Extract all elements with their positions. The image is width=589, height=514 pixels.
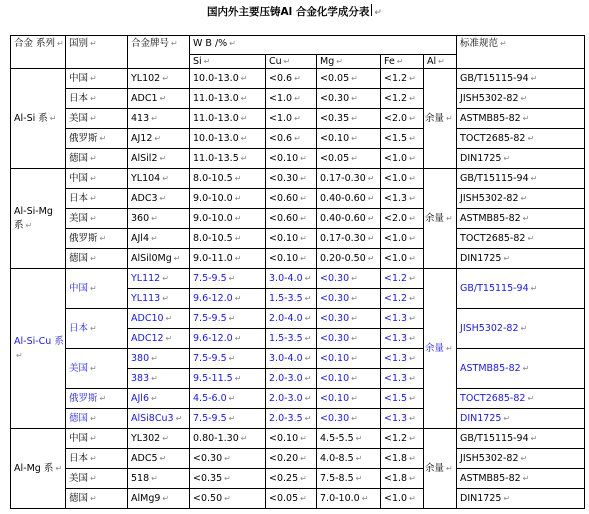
- cu-cell: <0.30 ↵: [266, 169, 317, 189]
- country-cell: 日本 ↵: [66, 89, 128, 109]
- country-cell: 美国 ↵: [66, 469, 128, 489]
- table-row: [11, 189, 585, 209]
- grade-cell: YL102 ↵: [128, 69, 190, 89]
- standard-cell: DIN1725 ↵: [457, 489, 585, 509]
- mg-cell: <0.30 ↵: [317, 329, 381, 349]
- mg-cell: <0.30 ↵: [317, 269, 381, 289]
- mg-cell: <0.30 ↵: [317, 89, 381, 109]
- cu-cell: 2.0-3.0 ↵: [266, 389, 317, 409]
- fe-cell: <2.0 ↵: [381, 209, 424, 229]
- si-cell: 9.0-10.0 ↵: [190, 209, 266, 229]
- table-row: [11, 269, 585, 289]
- table-title-text: 国内外主要压铸Al 合金化学成分表: [207, 6, 370, 18]
- mg-cell: <0.10 ↵: [317, 129, 381, 149]
- country-cell: 俄罗斯 ↵: [66, 389, 128, 409]
- grade-cell: ADC1 ↵: [128, 89, 190, 109]
- header-country: 国别 ↵: [66, 36, 128, 69]
- table-row: [11, 149, 585, 169]
- header-grade: 合金牌号 ↵: [128, 36, 190, 69]
- si-cell: <0.30 ↵: [190, 449, 266, 469]
- standard-cell: JISH5302-82 ↵: [457, 89, 585, 109]
- standard-cell: GB/T15115-94 ↵: [457, 429, 585, 449]
- country-cell: 中国 ↵: [66, 169, 128, 189]
- series-cell: Al-Mg 系 ↵: [11, 429, 66, 509]
- header-fe: Fe ↵: [381, 55, 424, 69]
- country-cell: 德国 ↵: [66, 149, 128, 169]
- series-cell: Al-Si 系 ↵: [11, 69, 66, 169]
- cu-cell: <0.25 ↵: [266, 469, 317, 489]
- country-cell: 中国 ↵: [66, 69, 128, 89]
- cu-cell: 1.5-3.5 ↵: [266, 329, 317, 349]
- table-row: [11, 89, 585, 109]
- standard-cell: GB/T15115-94 ↵: [457, 169, 585, 189]
- si-cell: <0.50 ↵: [190, 489, 266, 509]
- cu-cell: <0.05 ↵: [266, 489, 317, 509]
- country-cell: 日本 ↵: [66, 449, 128, 469]
- country-cell: 美国 ↵: [66, 109, 128, 129]
- cu-cell: 3.0-4.0 ↵: [266, 349, 317, 369]
- table-row: [11, 249, 585, 269]
- fe-cell: <1.5 ↵: [381, 129, 424, 149]
- table-row: [11, 69, 585, 89]
- si-cell: 11.0-13.5 ↵: [190, 149, 266, 169]
- standard-cell: ASTMB85-82 ↵: [457, 349, 585, 389]
- country-cell: 德国 ↵: [66, 409, 128, 429]
- fe-cell: <1.2 ↵: [381, 89, 424, 109]
- grade-cell: ADC12 ↵: [128, 329, 190, 349]
- grade-cell: AlSi8Cu3 ↵: [128, 409, 190, 429]
- si-cell: 0.80-1.30 ↵: [190, 429, 266, 449]
- mg-cell: 0.17-0.30 ↵: [317, 169, 381, 189]
- fe-cell: <1.2 ↵: [381, 289, 424, 309]
- header-wb: W B /% ↵: [190, 36, 457, 55]
- fe-cell: <1.3 ↵: [381, 189, 424, 209]
- header-si: Si ↵: [190, 55, 266, 69]
- al-cell: 余量 ↵: [424, 429, 457, 509]
- fe-cell: <1.2 ↵: [381, 69, 424, 89]
- table-row: [11, 429, 585, 449]
- table-row: [11, 469, 585, 489]
- si-cell: 9.0-10.0 ↵: [190, 189, 266, 209]
- standard-cell: JISH5302-82 ↵: [457, 449, 585, 469]
- grade-cell: ADC10 ↵: [128, 309, 190, 329]
- header-cu: Cu ↵: [266, 55, 317, 69]
- cu-cell: 2.0-3.5 ↵: [266, 409, 317, 429]
- fe-cell: <1.2 ↵: [381, 269, 424, 289]
- country-cell: 中国 ↵: [66, 429, 128, 449]
- text-cursor: [371, 4, 372, 16]
- mg-cell: <0.10 ↵: [317, 389, 381, 409]
- table-row: [11, 109, 585, 129]
- table-row: [11, 309, 585, 329]
- al-cell: 余量 ↵: [424, 169, 457, 269]
- mg-cell: 7.5-8.5 ↵: [317, 469, 381, 489]
- table-title: [0, 3, 589, 21]
- standard-cell: ASTMB85-82 ↵: [457, 469, 585, 489]
- si-cell: 8.0-10.5 ↵: [190, 169, 266, 189]
- mg-cell: <0.05 ↵: [317, 149, 381, 169]
- grade-cell: AlMg9 ↵: [128, 489, 190, 509]
- grade-cell: 380 ↵: [128, 349, 190, 369]
- standard-cell: ASTMB85-82 ↵: [457, 209, 585, 229]
- table-row: [11, 489, 585, 509]
- table-row: [11, 409, 585, 429]
- country-cell: 日本 ↵: [66, 189, 128, 209]
- mg-cell: 4.0-8.5 ↵: [317, 449, 381, 469]
- si-cell: 11.0-13.0 ↵: [190, 109, 266, 129]
- standard-cell: JISH5302-82 ↵: [457, 189, 585, 209]
- grade-cell: AJl4 ↵: [128, 229, 190, 249]
- si-cell: 9.0-11.0 ↵: [190, 249, 266, 269]
- mg-cell: <0.05 ↵: [317, 69, 381, 89]
- si-cell: 7.5-9.5 ↵: [190, 409, 266, 429]
- header-mg: Mg ↵: [317, 55, 381, 69]
- grade-cell: 413 ↵: [128, 109, 190, 129]
- cu-cell: 1.5-3.5 ↵: [266, 289, 317, 309]
- grade-cell: YL112 ↵: [128, 269, 190, 289]
- grade-cell: AlSil0Mg ↵: [128, 249, 190, 269]
- fe-cell: <1.0 ↵: [381, 169, 424, 189]
- si-cell: 7.5-9.5 ↵: [190, 309, 266, 329]
- grade-cell: ADC5 ↵: [128, 449, 190, 469]
- alloy-composition-table: [10, 35, 585, 509]
- country-cell: 俄罗斯 ↵: [66, 229, 128, 249]
- mg-cell: <0.30 ↵: [317, 309, 381, 329]
- fe-cell: <1.3 ↵: [381, 349, 424, 369]
- mg-cell: 0.40-0.60 ↵: [317, 209, 381, 229]
- fe-cell: <1.3 ↵: [381, 309, 424, 329]
- si-cell: 10.0-13.0 ↵: [190, 129, 266, 149]
- si-cell: 9.6-12.0 ↵: [190, 329, 266, 349]
- fe-cell: <1.0 ↵: [381, 489, 424, 509]
- cu-cell: 3.0-4.0 ↵: [266, 269, 317, 289]
- fe-cell: <1.3 ↵: [381, 329, 424, 349]
- country-cell: 德国 ↵: [66, 489, 128, 509]
- standard-cell: TOCT2685-82 ↵: [457, 389, 585, 409]
- mg-cell: 0.17-0.30 ↵: [317, 229, 381, 249]
- mg-cell: <0.10 ↵: [317, 369, 381, 389]
- fe-cell: <1.8 ↵: [381, 449, 424, 469]
- mg-cell: 7.0-10.0 ↵: [317, 489, 381, 509]
- si-cell: 9.6-12.0 ↵: [190, 289, 266, 309]
- grade-cell: AJ12 ↵: [128, 129, 190, 149]
- si-cell: 4.5-6.0 ↵: [190, 389, 266, 409]
- cu-cell: <0.10 ↵: [266, 149, 317, 169]
- si-cell: <0.35 ↵: [190, 469, 266, 489]
- table-row: [11, 129, 585, 149]
- cu-cell: <0.60 ↵: [266, 189, 317, 209]
- header-series: 合金 系列 ↵: [11, 36, 66, 69]
- country-cell: 美国 ↵: [66, 349, 128, 389]
- grade-cell: ADC3 ↵: [128, 189, 190, 209]
- si-cell: 8.0-10.5 ↵: [190, 229, 266, 249]
- mg-cell: 4.5-5.5 ↵: [317, 429, 381, 449]
- al-cell: 余量 ↵: [424, 269, 457, 429]
- cu-cell: <1.0 ↵: [266, 109, 317, 129]
- grade-cell: 518 ↵: [128, 469, 190, 489]
- fe-cell: <1.0 ↵: [381, 249, 424, 269]
- grade-cell: AJl6 ↵: [128, 389, 190, 409]
- country-cell: 中国 ↵: [66, 269, 128, 309]
- header-row: [11, 36, 585, 55]
- cu-cell: <0.20 ↵: [266, 449, 317, 469]
- fe-cell: <1.5 ↵: [381, 389, 424, 409]
- cu-cell: <0.10 ↵: [266, 429, 317, 449]
- fe-cell: <1.8 ↵: [381, 469, 424, 489]
- standard-cell: DIN1725 ↵: [457, 249, 585, 269]
- country-cell: 俄罗斯 ↵: [66, 129, 128, 149]
- mg-cell: 0.40-0.60 ↵: [317, 189, 381, 209]
- fe-cell: <1.3 ↵: [381, 409, 424, 429]
- standard-cell: GB/T15115-94 ↵: [457, 69, 585, 89]
- fe-cell: <1.0 ↵: [381, 149, 424, 169]
- mg-cell: <0.30 ↵: [317, 409, 381, 429]
- grade-cell: 360 ↵: [128, 209, 190, 229]
- country-cell: 美国 ↵: [66, 209, 128, 229]
- grade-cell: 383 ↵: [128, 369, 190, 389]
- standard-cell: JISH5302-82 ↵: [457, 309, 585, 349]
- table-row: [11, 229, 585, 249]
- header-standard: 标准规范 ↵: [457, 36, 585, 69]
- cu-cell: <0.10 ↵: [266, 249, 317, 269]
- fe-cell: <2.0 ↵: [381, 109, 424, 129]
- series-cell: Al-Si-Cu 系↵: [11, 269, 66, 429]
- cu-cell: <1.0 ↵: [266, 89, 317, 109]
- mg-cell: <0.35 ↵: [317, 109, 381, 129]
- country-cell: 日本 ↵: [66, 309, 128, 349]
- si-cell: 9.5-11.5 ↵: [190, 369, 266, 389]
- standard-cell: GB/T15115-94 ↵: [457, 269, 585, 309]
- standard-cell: TOCT2685-82 ↵: [457, 229, 585, 249]
- fe-cell: <1.3 ↵: [381, 369, 424, 389]
- si-cell: 7.5-9.5 ↵: [190, 349, 266, 369]
- fe-cell: <1.0 ↵: [381, 229, 424, 249]
- mg-cell: <0.30 ↵: [317, 289, 381, 309]
- grade-cell: YL113 ↵: [128, 289, 190, 309]
- grade-cell: YL104 ↵: [128, 169, 190, 189]
- cu-cell: <0.10 ↵: [266, 229, 317, 249]
- country-cell: 德国 ↵: [66, 249, 128, 269]
- table-row: [11, 209, 585, 229]
- header-al: Al ↵: [424, 55, 457, 69]
- table-row: [11, 389, 585, 409]
- si-cell: 10.0-13.0 ↵: [190, 69, 266, 89]
- al-cell: 余量 ↵: [424, 69, 457, 169]
- standard-cell: DIN1725 ↵: [457, 149, 585, 169]
- grade-cell: YL302 ↵: [128, 429, 190, 449]
- standard-cell: DIN1725 ↵: [457, 409, 585, 429]
- table-row: [11, 349, 585, 369]
- cu-cell: <0.6 ↵: [266, 129, 317, 149]
- table-row: [11, 169, 585, 189]
- si-cell: 11.0-13.0 ↵: [190, 89, 266, 109]
- standard-cell: ASTMB85-82 ↵: [457, 109, 585, 129]
- fe-cell: <1.2 ↵: [381, 429, 424, 449]
- cu-cell: <0.60 ↵: [266, 209, 317, 229]
- si-cell: 7.5-9.5 ↵: [190, 269, 266, 289]
- cu-cell: 2.0-4.0 ↵: [266, 309, 317, 329]
- cu-cell: <0.6 ↵: [266, 69, 317, 89]
- paragraph-mark-icon: ↵: [374, 8, 382, 18]
- table-row: [11, 449, 585, 469]
- standard-cell: TOCT2685-82 ↵: [457, 129, 585, 149]
- mg-cell: <0.10 ↵: [317, 349, 381, 369]
- mg-cell: 0.20-0.50 ↵: [317, 249, 381, 269]
- grade-cell: AlSil2 ↵: [128, 149, 190, 169]
- series-cell: Al-Si-Mg 系 ↵: [11, 169, 66, 269]
- cu-cell: 2.0-3.0 ↵: [266, 369, 317, 389]
